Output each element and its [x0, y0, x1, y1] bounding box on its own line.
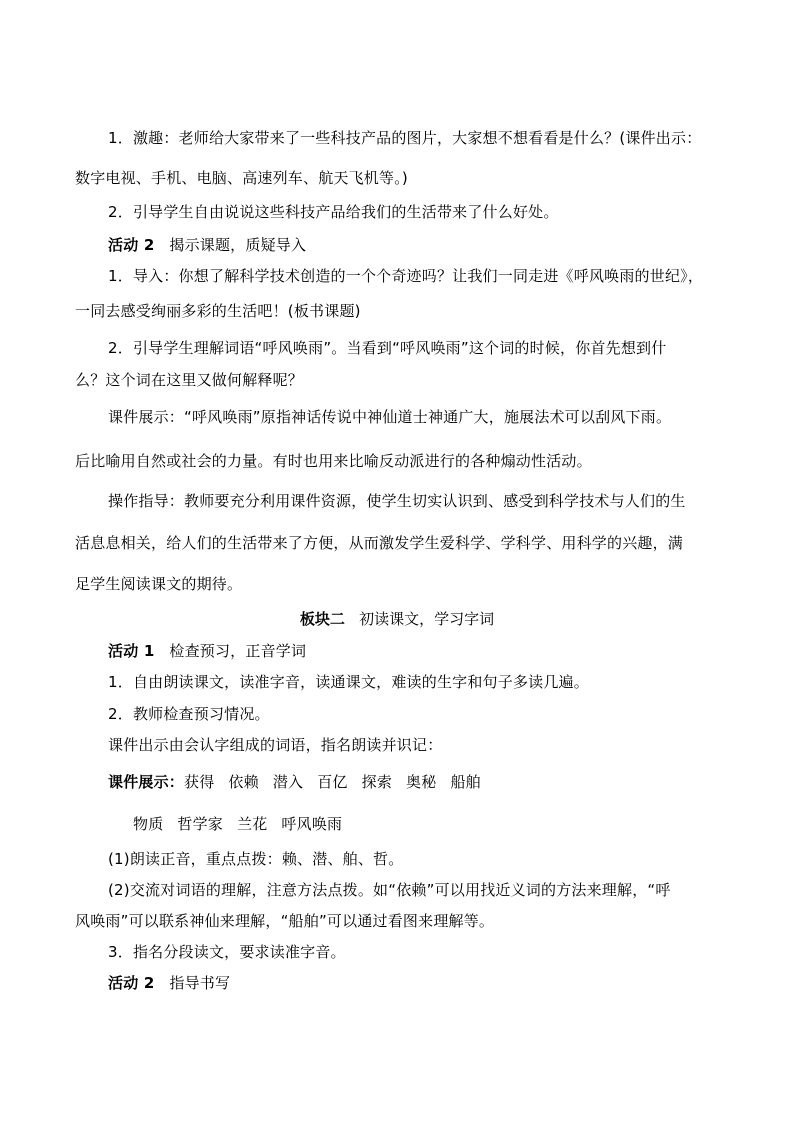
section-label: 板块二: [299, 610, 345, 628]
vocab-word: 物质: [133, 815, 164, 833]
courseware-display-line-2: 后比喻用自然或社会的力量。有时也用来比喻反动派进行的各种煽动性活动。: [75, 452, 592, 470]
activity-title: 检查预习，正音学词: [169, 642, 307, 660]
section-title: 初读课文，学习字词: [359, 610, 495, 628]
vocab-word: 船舶: [450, 773, 481, 791]
intro-paragraph-1-line-2: 数字电视、手机、电脑、高速列车、航天飞机等。): [75, 169, 408, 187]
activity-2-heading: [108, 235, 306, 255]
vocab-word: 百亿: [317, 773, 348, 791]
activity-label: 活动 2: [108, 236, 155, 254]
intro-paragraph-2: 2．引导学生自由说说这些科技产品给我们的生活带来了什么好处。: [108, 203, 559, 221]
activity-2-paragraph-1-line-2: 一同去感受绚丽多彩的生活吧！(板书课题): [75, 302, 361, 320]
vocab-word: 潜入: [272, 773, 304, 791]
section-2-paragraph-4: 3．指名分段读文，要求读准字音。: [108, 943, 346, 961]
vocab-word: 获得: [184, 773, 215, 791]
vocab-word: 奥秘: [406, 773, 437, 791]
section-2-activity-2-heading: [108, 973, 230, 993]
vocab-word: 哲学家: [177, 815, 224, 833]
vocab-word: 呼风唤雨: [281, 815, 343, 833]
operation-guide-line-2: 活息息相关，给人们的生活带来了方便，从而激发学生爱科学、学科学、用科学的兴趣，满: [75, 534, 684, 552]
section-2-heading: [0, 609, 794, 629]
operation-guide-line-3: 足学生阅读课文的期待。: [75, 575, 243, 593]
section-2-activity-1-heading: [108, 641, 306, 661]
activity-title: 揭示课题，质疑导入: [169, 236, 307, 254]
vocab-word: 探索: [361, 773, 393, 791]
sub-item-1: (1)朗读正音，重点点拨：赖、潜、舶、哲。: [108, 850, 404, 868]
activity-label: 活动 2: [108, 974, 155, 992]
intro-paragraph-1-line-1: 1．激趣：老师给大家带来了一些科技产品的图片，大家想不想看看是什么？(课件出示：: [108, 129, 702, 147]
activity-2-paragraph-2-line-2: 么？这个词在这里又做何解释呢？: [75, 371, 304, 389]
section-2-paragraph-2: 2．教师检查预习情况。: [108, 705, 270, 723]
activity-2-paragraph-2-line-1: 2．引导学生理解词语“呼风唤雨”。当看到“呼风唤雨”这个词的时候，你首先想到什: [108, 339, 667, 357]
sub-item-2-line-2: 风唤雨”可以联系神仙来理解，“船舶”可以通过看图来理解等。: [75, 912, 495, 930]
activity-2-paragraph-1-line-1: 1．导入：你想了解科学技术创造的一个个奇迹吗？让我们一同走进《呼风唤雨的世纪》，: [108, 267, 704, 285]
courseware-label: 课件展示：: [108, 773, 185, 791]
operation-guide-line-1: 操作指导：教师要充分利用课件资源，使学生切实认识到、感受到科学技术与人们的生: [108, 492, 686, 510]
sub-item-2-line-1: (2)交流对词语的理解，注意方法点拨。如“依赖”可以用找近义词的方法来理解，“呼: [108, 881, 671, 899]
section-2-paragraph-3: 课件出示由会认字组成的词语，指名朗读并识记：: [108, 736, 443, 754]
courseware-words-row-1: [108, 772, 495, 792]
vocab-word: 依赖: [228, 773, 259, 791]
courseware-display-line-1: 课件展示：“呼风唤雨”原指神话传说中神仙道士神通广大，施展法术可以刮风下雨。: [108, 408, 672, 426]
activity-label: 活动 1: [108, 642, 155, 660]
section-2-paragraph-1: 1．自由朗读课文，读准字音，读通课文，难读的生字和句子多读几遍。: [108, 673, 589, 691]
vocab-word: 兰花: [237, 815, 268, 833]
activity-title: 指导书写: [169, 974, 231, 992]
courseware-words-row-2: [133, 814, 356, 834]
